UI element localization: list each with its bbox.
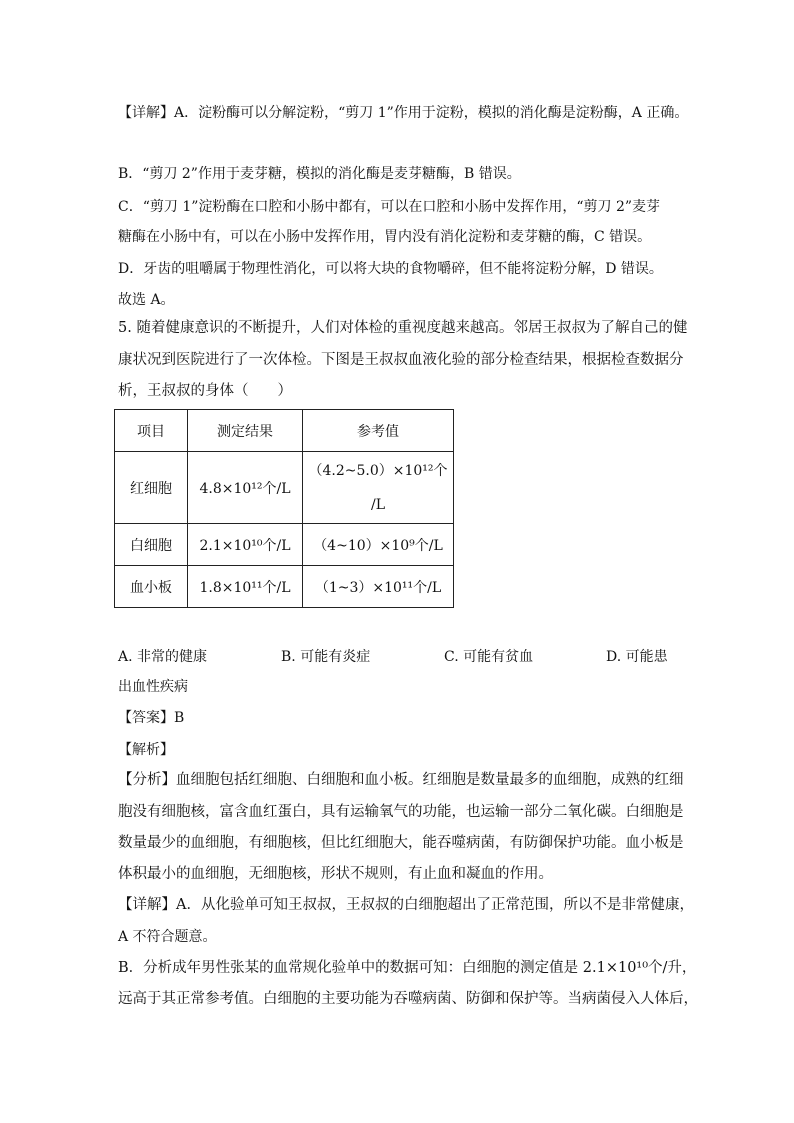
header-reference: 参考值 [303, 410, 454, 452]
result-cell: 2.1×10¹⁰个/L [188, 524, 303, 566]
header-item: 项目 [115, 410, 188, 452]
reference-cell: （1~3）×10¹¹个/L [303, 566, 454, 608]
item-cell: 血小板 [115, 566, 188, 608]
explanation-line: B．“剪刀 2”作用于麦芽糖，模拟的消化酶是麦芽糖酶，B 错误。 [118, 166, 521, 182]
option-b: B. 可能有炎症 [281, 649, 371, 665]
question-line: 康状况到医院进行了一次体检。下图是王叔叔血液化验的部分检查结果，根据检查数据分 [118, 352, 684, 368]
detail-line: 【详解】A．从化验单可知王叔叔，王叔叔的白细胞超出了正常范围，所以不是非常健康， [118, 897, 694, 913]
analysis-title: 【解析】 [118, 742, 174, 758]
result-cell: 4.8×10¹²个/L [188, 452, 303, 524]
table-row [115, 566, 454, 608]
detail-line: 远高于其正常参考值。白细胞的主要功能为吞噬病菌、防御和保护等。当病菌侵入人体后， [118, 991, 698, 1007]
question-line: 析，王叔叔的身体（ ） [118, 383, 292, 399]
question-line: 5. 随着健康意识的不断提升，人们对体检的重视度越来越高。邻居王叔叔为了解自己的健 [118, 320, 688, 336]
reference-cell [303, 452, 454, 524]
item-cell: 白细胞 [115, 524, 188, 566]
result-cell: 1.8×10¹¹个/L [188, 566, 303, 608]
header-result: 测定结果 [188, 410, 303, 452]
item-cell: 红细胞 [115, 452, 188, 524]
reference-line-2: /L [370, 496, 385, 513]
option-d: D. 可能患 [606, 649, 668, 665]
analysis-line: 体积最小的血细胞，无细胞核，形状不规则，有止血和凝血的作用。 [118, 866, 553, 882]
reference-line-1: （4.2~5.0）×10¹²个 [308, 462, 448, 479]
explanation-line: C．“剪刀 1”淀粉酶在口腔和小肠中都有，可以在口腔和小肠中发挥作用，“剪刀 2”麦芽 [118, 199, 661, 215]
analysis-line: 胞没有细胞核，富含血红蛋白，具有运输氧气的功能，也运输一部分二氧化碳。白细胞是 [118, 804, 684, 820]
explanation-line: 故选 A。 [118, 292, 175, 308]
explanation-line: 糖酶在小肠中有，可以在小肠中发挥作用，胃内没有消化淀粉和麦芽糖的酶，C 错误。 [118, 229, 652, 245]
analysis-line: 【分析】血细胞包括红细胞、白细胞和血小板。红细胞是数量最多的血细胞，成熟的红细 [118, 772, 684, 788]
detail-line: A 不符合题意。 [118, 929, 217, 945]
reference-cell: （4~10）×10⁹个/L [303, 524, 454, 566]
detail-line: B．分析成年男性张某的血常规化验单中的数据可知：白细胞的测定值是 2.1×10¹⁰个/升， [118, 960, 697, 976]
explanation-line: D．牙齿的咀嚼属于物理性消化，可以将大块的食物嚼碎，但不能将淀粉分解，D 错误。 [118, 261, 663, 277]
option-c: C. 可能有贫血 [444, 649, 534, 665]
analysis-line: 数量最少的血细胞，有细胞核，但比红细胞大，能吞噬病菌，有防御保护功能。血小板是 [118, 835, 684, 851]
answer: 【答案】B [118, 710, 185, 726]
explanation-line: 【详解】A．淀粉酶可以分解淀粉，“剪刀 1”作用于淀粉，模拟的消化酶是淀粉酶，A 正确。 [118, 105, 689, 121]
option-a: A. 非常的健康 [118, 649, 208, 665]
table-row [115, 524, 454, 566]
table-row [115, 452, 454, 524]
blood-test-table [114, 409, 454, 608]
option-d-continued: 出血性疾病 [118, 679, 188, 695]
